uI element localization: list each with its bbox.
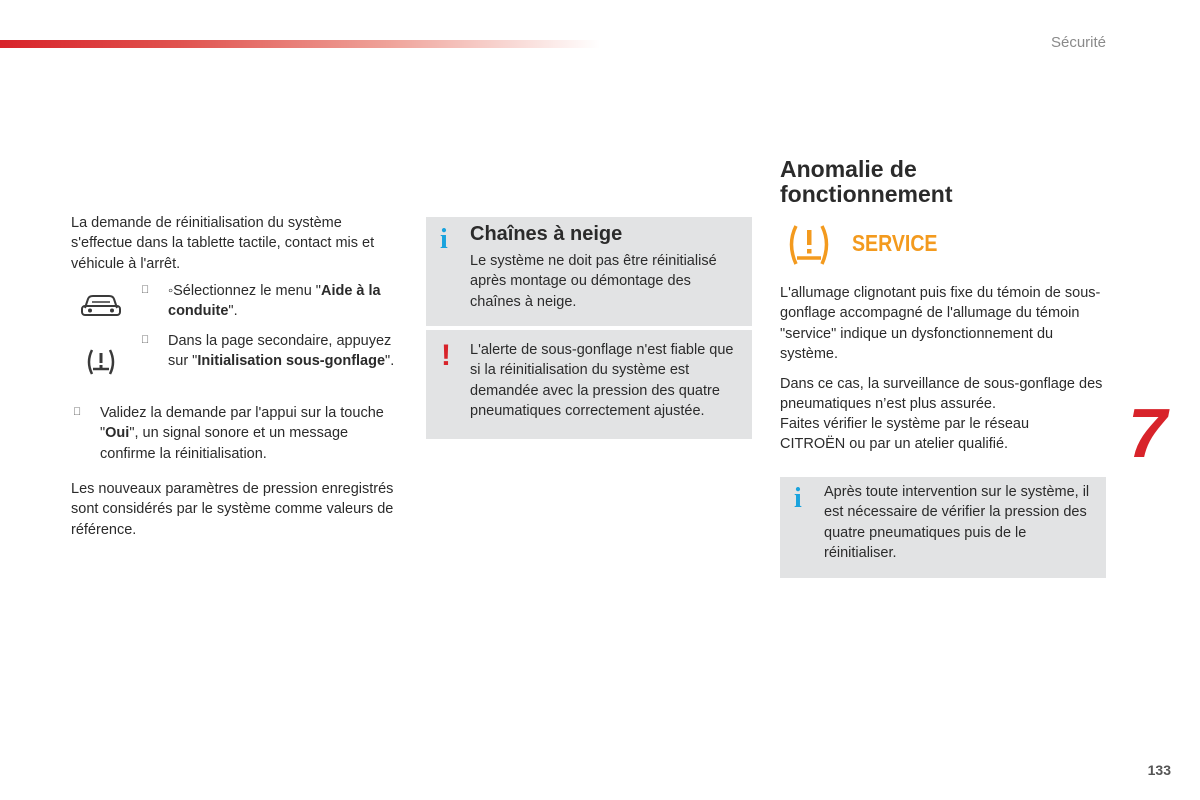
after-service-text: Après toute intervention sur le système, il est nécessaire de vérifier la pression des quatre pneumatiques puis de le réinitialiser. xyxy=(824,484,1090,561)
malfunction-heading: Anomalie de fonctionnement xyxy=(780,156,953,207)
info-icon: i xyxy=(794,483,802,514)
menu-name: Aide à la conduite xyxy=(168,283,381,320)
after-service-info-box xyxy=(780,477,1106,578)
chapter-number: 7 xyxy=(1128,394,1167,472)
step-text-end: ". xyxy=(228,303,238,320)
step-text-end: ", un signal sonore et un message confirme la réinitialisation. xyxy=(100,425,349,462)
tire-pressure-warning-icon-orange xyxy=(785,222,833,270)
step-text-end: ". xyxy=(385,353,395,370)
alert-warning-box xyxy=(426,330,752,439)
snow-chains-title: Chaînes à neige xyxy=(470,223,623,245)
car-icon xyxy=(80,288,122,320)
snow-chains-info-box xyxy=(426,217,752,326)
step-bullet-icon xyxy=(73,406,81,418)
snow-chains-text: Le système ne doit pas être réinitialisé après montage ou démontage des chaînes à neige. xyxy=(470,253,717,310)
step-text: Dans la page secondaire, appuyez sur " xyxy=(168,333,392,370)
step-bullet-icon xyxy=(141,284,149,296)
section-title: Sécurité xyxy=(1050,34,1106,51)
header-accent-bar xyxy=(0,40,600,48)
step-text: Validez la demande par l'appui sur la touche " xyxy=(100,405,384,442)
step-text: ◦Sélectionnez le menu " xyxy=(168,283,321,299)
step-bullet-icon xyxy=(141,334,149,346)
malfunction-paragraph-1: L'allumage clignotant puis fixe du témoin de sous-gonflage accompagné de l'allumage du témoin "service" indique un dysfonctionnement du système. xyxy=(780,285,1101,362)
outro-paragraph: Les nouveaux paramètres de pression enregistrés sont considérés par le système comme valeurs de référence. xyxy=(71,481,394,538)
alert-text: L'alerte de sous-gonflage n'est fiable que si la réinitialisation du système est demandée avec la pression des quatre pneumatiques correctement ajustée. xyxy=(470,342,734,419)
step-reset-page xyxy=(168,331,403,372)
button-name: Oui xyxy=(105,425,130,442)
intro-paragraph: La demande de réinitialisation du système s'effectue dans la tablette tactile, contact mis et véhicule à l'arrêt. xyxy=(71,215,375,272)
info-icon: i xyxy=(440,224,448,255)
warning-exclamation-icon: ! xyxy=(441,339,451,372)
step-confirm xyxy=(100,403,400,464)
malfunction-paragraph-3: Faites vérifier le système par le réseau CITROËN ou par un atelier qualifié. xyxy=(780,416,1030,453)
step-select-menu xyxy=(168,281,403,322)
page-number: 133 xyxy=(1147,762,1171,778)
tire-pressure-warning-icon xyxy=(84,345,118,379)
malfunction-paragraph-2: Dans ce cas, la surveillance de sous-gonflage des pneumatiques n’est plus assurée. xyxy=(780,376,1103,413)
page-name: Initialisation sous-gonflage xyxy=(197,353,386,370)
service-warning-label: SERVICE xyxy=(852,230,938,256)
